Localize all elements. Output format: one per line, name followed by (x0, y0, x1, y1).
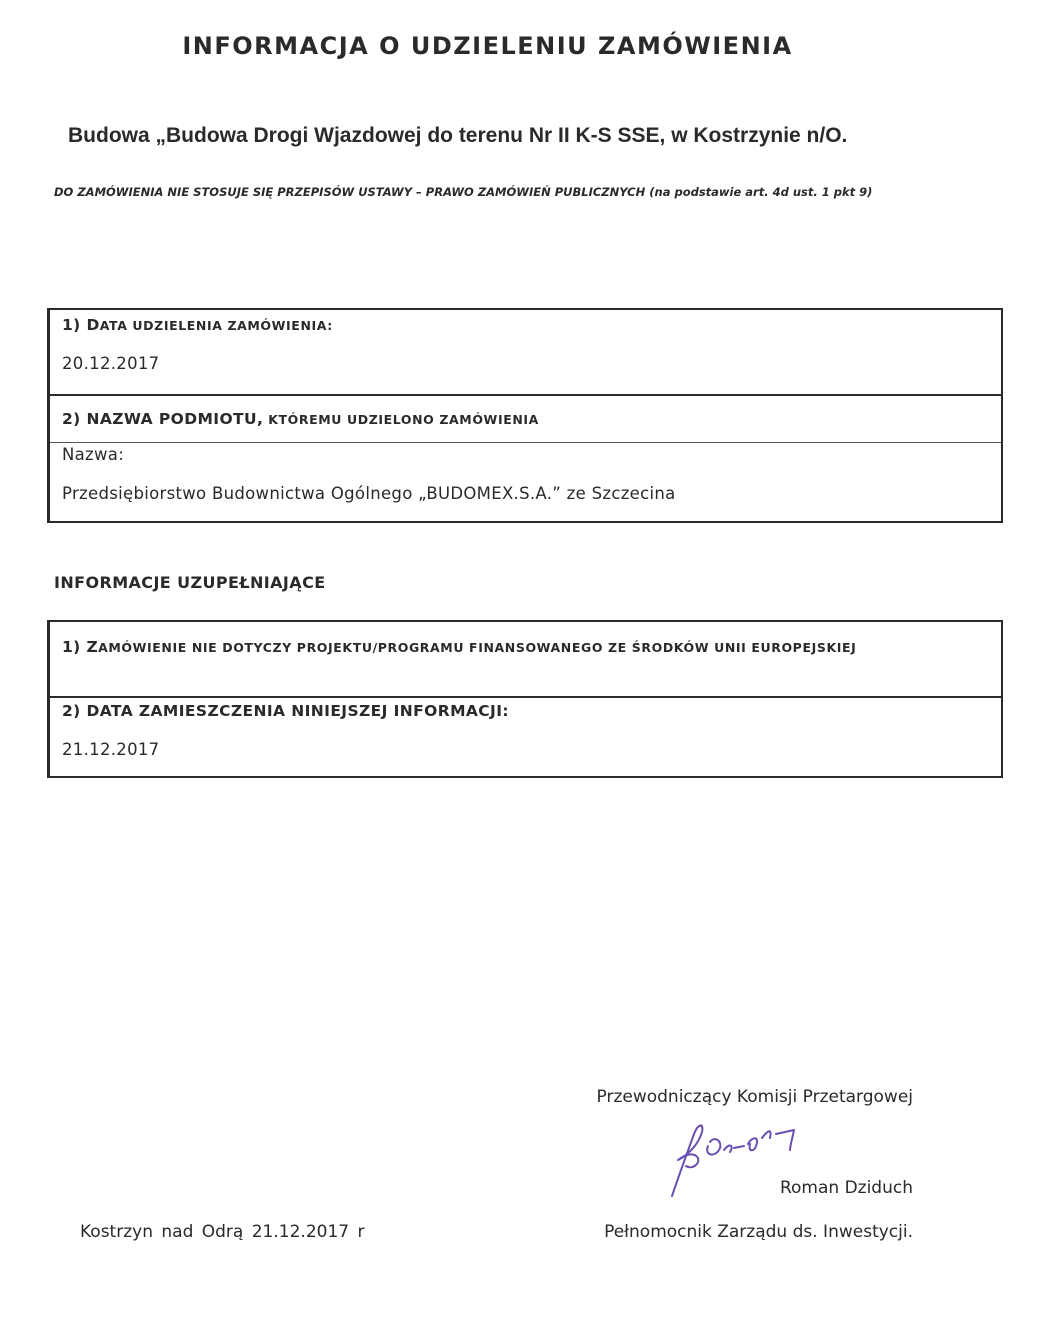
eu-funding-row (50, 622, 1001, 696)
award-date-row (50, 310, 1001, 394)
entity-name-value: Przedsiębiorstwo Budownictwa Ogólnego „BUDOMEX.S.A.” ze Szczecina (62, 484, 676, 503)
contract-subject: Budowa „Budowa Drogi Wjazdowej do terenu Nr II K-S SSE, w Kostrzynie n/O. (68, 124, 848, 147)
entity-name-label: Nazwa: (62, 445, 125, 464)
entity-header-row (50, 394, 1001, 442)
page-title: INFORMACJA O UDZIELENIU ZAMÓWIENIA (182, 32, 793, 60)
legal-note: DO ZAMÓWIENIA NIE STOSUJE SIĘ PRZEPISÓW USTAWY – PRAWO ZAMÓWIEŃ PUBLICZNYCH (na podstawie art. 4d ust. 1 pkt 9) (54, 185, 873, 199)
supplementary-box (47, 620, 1003, 778)
signatory-position: Pełnomocnik Zarządu ds. Inwestycji. (604, 1222, 913, 1242)
award-info-box (47, 308, 1003, 523)
entity-name-row (50, 442, 1001, 521)
award-date-label: 1) DATA UDZIELENIA ZAMÓWIENIA: (62, 316, 333, 334)
place-and-date: Kostrzyn nad Odrą 21.12.2017 r (80, 1222, 365, 1242)
supplementary-heading: INFORMACJE UZUPEŁNIAJĄCE (54, 573, 326, 592)
entity-label: 2) NAZWA PODMIOTU, KTÓREMU UDZIELONO ZAMÓWIENIA (62, 410, 539, 428)
eu-funding-text: 1) ZAMÓWIENIE NIE DOTYCZY PROJEKTU/PROGRAMU FINANSOWANEGO ZE ŚRODKÓW UNII EUROPEJSKIEJ (62, 638, 857, 656)
signatory-name: Roman Dziduch (779, 1178, 913, 1198)
publication-date-row (50, 696, 1001, 776)
committee-role: Przewodniczący Komisji Przetargowej (596, 1087, 913, 1107)
award-date-value: 20.12.2017 (62, 354, 160, 373)
publication-date-value: 21.12.2017 (62, 740, 160, 759)
publication-date-label: 2) DATA ZAMIESZCZENIA NINIEJSZEJ INFORMACJI: (62, 702, 509, 720)
